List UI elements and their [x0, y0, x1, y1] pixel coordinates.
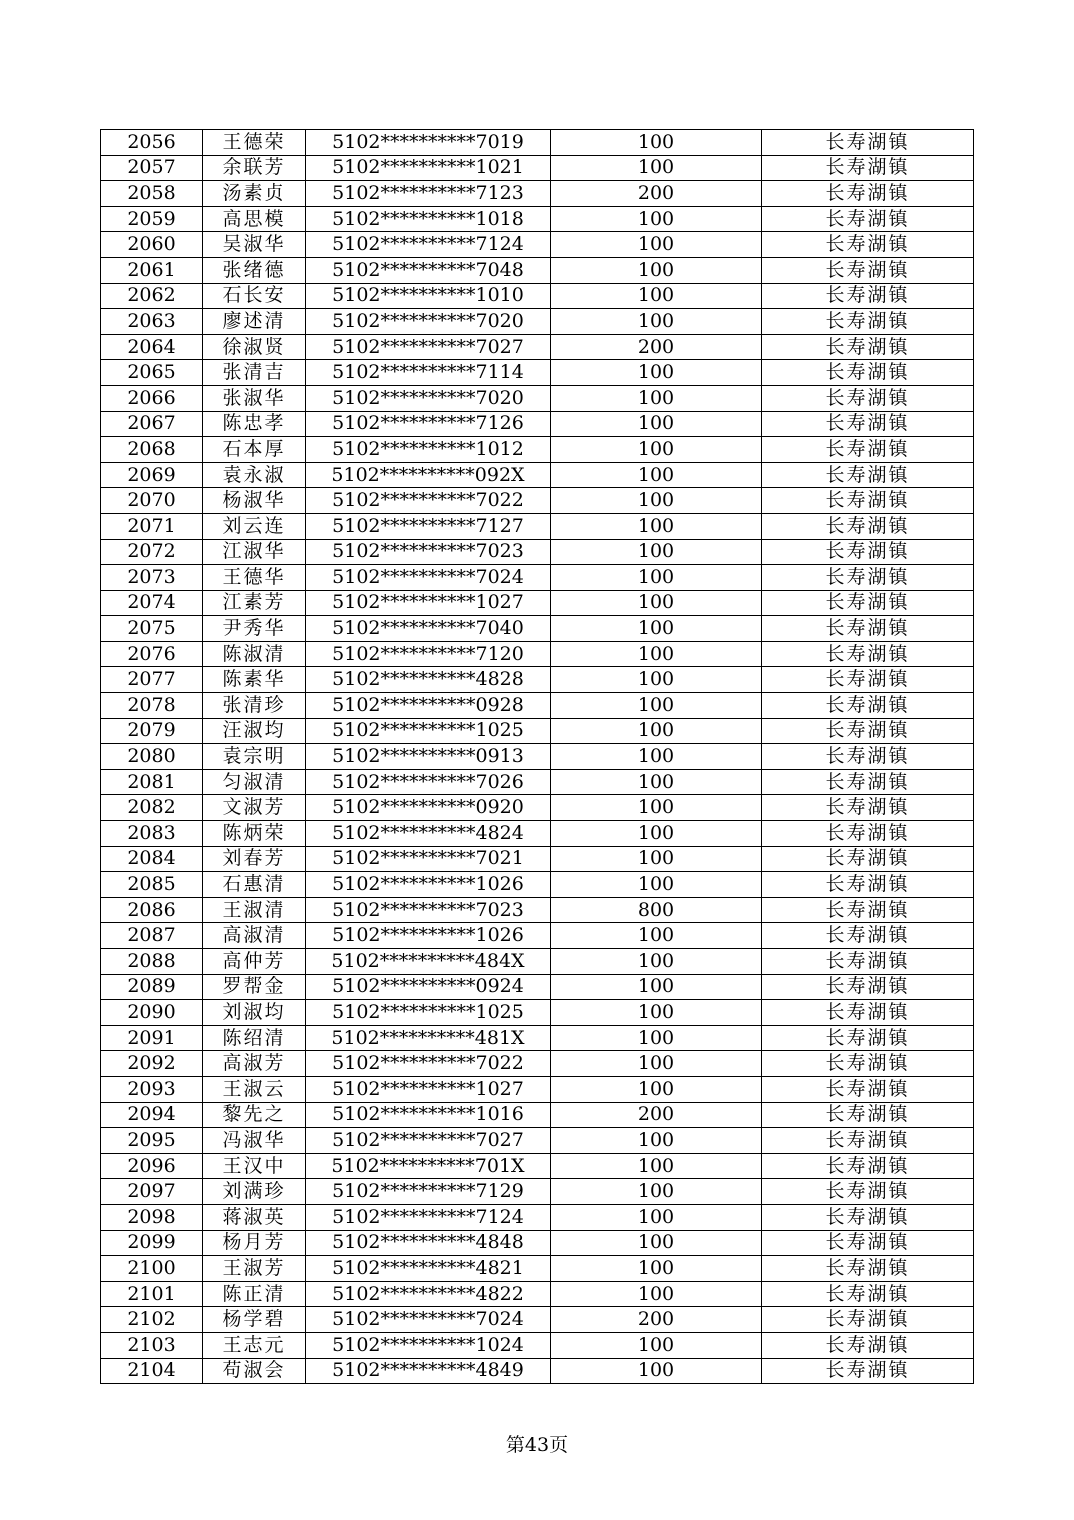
serial-number-cell: 2079	[101, 718, 203, 744]
name-cell: 王淑云	[203, 1076, 306, 1102]
amount-cell: 100	[551, 590, 762, 616]
name-cell: 张淑华	[203, 385, 306, 411]
id-number-cell: 5102**********1027	[306, 1076, 551, 1102]
town-cell: 长寿湖镇	[762, 897, 974, 923]
name-cell: 罗帮金	[203, 974, 306, 1000]
amount-cell: 200	[551, 1307, 762, 1333]
amount-cell: 100	[551, 1256, 762, 1282]
serial-number-cell: 2073	[101, 565, 203, 591]
serial-number-cell: 2075	[101, 616, 203, 642]
table-row	[101, 1051, 974, 1077]
name-cell: 刘淑均	[203, 1000, 306, 1026]
table-row	[101, 744, 974, 770]
table-row	[101, 1179, 974, 1205]
serial-number-cell: 2057	[101, 155, 203, 181]
id-number-cell: 5102**********7124	[306, 1204, 551, 1230]
serial-number-cell: 2099	[101, 1230, 203, 1256]
table-row	[101, 232, 974, 258]
serial-number-cell: 2084	[101, 846, 203, 872]
table-row	[101, 795, 974, 821]
serial-number-cell: 2088	[101, 949, 203, 975]
amount-cell: 100	[551, 257, 762, 283]
id-number-cell: 5102**********7124	[306, 232, 551, 258]
name-cell: 杨淑华	[203, 488, 306, 514]
amount-cell: 100	[551, 949, 762, 975]
amount-cell: 100	[551, 641, 762, 667]
town-cell: 长寿湖镇	[762, 641, 974, 667]
amount-cell: 100	[551, 360, 762, 386]
table-row	[101, 488, 974, 514]
serial-number-cell: 2059	[101, 206, 203, 232]
town-cell: 长寿湖镇	[762, 1179, 974, 1205]
table-row	[101, 155, 974, 181]
serial-number-cell: 2096	[101, 1153, 203, 1179]
table-row	[101, 590, 974, 616]
id-number-cell: 5102**********7027	[306, 1128, 551, 1154]
name-cell: 徐淑贤	[203, 334, 306, 360]
name-cell: 余联芳	[203, 155, 306, 181]
town-cell: 长寿湖镇	[762, 181, 974, 207]
town-cell: 长寿湖镇	[762, 718, 974, 744]
name-cell: 陈正清	[203, 1281, 306, 1307]
serial-number-cell: 2083	[101, 821, 203, 847]
town-cell: 长寿湖镇	[762, 1000, 974, 1026]
serial-number-cell: 2078	[101, 693, 203, 719]
town-cell: 长寿湖镇	[762, 283, 974, 309]
amount-cell: 100	[551, 206, 762, 232]
name-cell: 刘云连	[203, 513, 306, 539]
amount-cell: 100	[551, 232, 762, 258]
serial-number-cell: 2102	[101, 1307, 203, 1333]
table-row	[101, 283, 974, 309]
town-cell: 长寿湖镇	[762, 1153, 974, 1179]
town-cell: 长寿湖镇	[762, 1128, 974, 1154]
name-cell: 汪淑均	[203, 718, 306, 744]
id-number-cell: 5102**********0913	[306, 744, 551, 770]
id-number-cell: 5102**********7024	[306, 565, 551, 591]
amount-cell: 100	[551, 744, 762, 770]
town-cell: 长寿湖镇	[762, 309, 974, 335]
name-cell: 匀淑清	[203, 769, 306, 795]
amount-cell: 100	[551, 1025, 762, 1051]
serial-number-cell: 2094	[101, 1102, 203, 1128]
amount-cell: 100	[551, 539, 762, 565]
serial-number-cell: 2070	[101, 488, 203, 514]
id-number-cell: 5102**********1016	[306, 1102, 551, 1128]
town-cell: 长寿湖镇	[762, 1332, 974, 1358]
table-row	[101, 309, 974, 335]
table-row	[101, 897, 974, 923]
serial-number-cell: 2089	[101, 974, 203, 1000]
amount-cell: 100	[551, 565, 762, 591]
amount-cell: 100	[551, 411, 762, 437]
name-cell: 石长安	[203, 283, 306, 309]
amount-cell: 100	[551, 872, 762, 898]
table-row	[101, 539, 974, 565]
name-cell: 汤素贞	[203, 181, 306, 207]
id-number-cell: 5102**********7022	[306, 1051, 551, 1077]
serial-number-cell: 2098	[101, 1204, 203, 1230]
town-cell: 长寿湖镇	[762, 667, 974, 693]
table-row	[101, 1358, 974, 1384]
town-cell: 长寿湖镇	[762, 821, 974, 847]
id-number-cell: 5102**********1026	[306, 923, 551, 949]
id-number-cell: 5102**********7129	[306, 1179, 551, 1205]
id-number-cell: 5102**********7026	[306, 769, 551, 795]
name-cell: 袁宗明	[203, 744, 306, 770]
amount-cell: 100	[551, 155, 762, 181]
id-number-cell: 5102**********4828	[306, 667, 551, 693]
serial-number-cell: 2082	[101, 795, 203, 821]
serial-number-cell: 2066	[101, 385, 203, 411]
serial-number-cell: 2071	[101, 513, 203, 539]
serial-number-cell: 2095	[101, 1128, 203, 1154]
amount-cell: 100	[551, 821, 762, 847]
table-row	[101, 1332, 974, 1358]
serial-number-cell: 2092	[101, 1051, 203, 1077]
town-cell: 长寿湖镇	[762, 974, 974, 1000]
id-number-cell: 5102**********1024	[306, 1332, 551, 1358]
serial-number-cell: 2074	[101, 590, 203, 616]
town-cell: 长寿湖镇	[762, 232, 974, 258]
amount-cell: 100	[551, 795, 762, 821]
town-cell: 长寿湖镇	[762, 385, 974, 411]
amount-cell: 100	[551, 1204, 762, 1230]
town-cell: 长寿湖镇	[762, 130, 974, 156]
serial-number-cell: 2104	[101, 1358, 203, 1384]
serial-number-cell: 2063	[101, 309, 203, 335]
name-cell: 高淑芳	[203, 1051, 306, 1077]
id-number-cell: 5102**********7020	[306, 309, 551, 335]
id-number-cell: 5102**********4849	[306, 1358, 551, 1384]
serial-number-cell: 2080	[101, 744, 203, 770]
name-cell: 张清珍	[203, 693, 306, 719]
id-number-cell: 5102**********1021	[306, 155, 551, 181]
id-number-cell: 5102**********0920	[306, 795, 551, 821]
id-number-cell: 5102**********4821	[306, 1256, 551, 1282]
name-cell: 廖述清	[203, 309, 306, 335]
amount-cell: 100	[551, 1179, 762, 1205]
amount-cell: 100	[551, 769, 762, 795]
town-cell: 长寿湖镇	[762, 693, 974, 719]
id-number-cell: 5102**********4848	[306, 1230, 551, 1256]
id-number-cell: 5102**********7021	[306, 846, 551, 872]
name-cell: 高思模	[203, 206, 306, 232]
name-cell: 石本厚	[203, 437, 306, 463]
name-cell: 陈绍清	[203, 1025, 306, 1051]
amount-cell: 100	[551, 462, 762, 488]
serial-number-cell: 2097	[101, 1179, 203, 1205]
amount-cell: 200	[551, 334, 762, 360]
table-row	[101, 437, 974, 463]
town-cell: 长寿湖镇	[762, 1102, 974, 1128]
table-row	[101, 1076, 974, 1102]
table-row	[101, 718, 974, 744]
amount-cell: 100	[551, 1358, 762, 1384]
serial-number-cell: 2090	[101, 1000, 203, 1026]
name-cell: 蒋淑英	[203, 1204, 306, 1230]
table-row	[101, 769, 974, 795]
table-row	[101, 1025, 974, 1051]
table-row	[101, 565, 974, 591]
name-cell: 王德华	[203, 565, 306, 591]
amount-cell: 100	[551, 974, 762, 1000]
name-cell: 文淑芳	[203, 795, 306, 821]
serial-number-cell: 2093	[101, 1076, 203, 1102]
table-row	[101, 872, 974, 898]
serial-number-cell: 2086	[101, 897, 203, 923]
table-row	[101, 1204, 974, 1230]
serial-number-cell: 2072	[101, 539, 203, 565]
id-number-cell: 5102**********7023	[306, 897, 551, 923]
table-row	[101, 1230, 974, 1256]
amount-cell: 100	[551, 1000, 762, 1026]
town-cell: 长寿湖镇	[762, 411, 974, 437]
id-number-cell: 5102**********7120	[306, 641, 551, 667]
name-cell: 冯淑华	[203, 1128, 306, 1154]
name-cell: 张绪德	[203, 257, 306, 283]
name-cell: 江素芳	[203, 590, 306, 616]
id-number-cell: 5102**********0924	[306, 974, 551, 1000]
table-row	[101, 334, 974, 360]
id-number-cell: 5102**********7048	[306, 257, 551, 283]
table-row	[101, 130, 974, 156]
table-row	[101, 821, 974, 847]
amount-cell: 100	[551, 718, 762, 744]
serial-number-cell: 2061	[101, 257, 203, 283]
amount-cell: 100	[551, 488, 762, 514]
table-row	[101, 923, 974, 949]
id-number-cell: 5102**********7020	[306, 385, 551, 411]
name-cell: 王志元	[203, 1332, 306, 1358]
name-cell: 王淑芳	[203, 1256, 306, 1282]
amount-cell: 100	[551, 309, 762, 335]
name-cell: 苟淑会	[203, 1358, 306, 1384]
serial-number-cell: 2068	[101, 437, 203, 463]
name-cell: 袁永淑	[203, 462, 306, 488]
table-row	[101, 257, 974, 283]
town-cell: 长寿湖镇	[762, 923, 974, 949]
name-cell: 陈淑清	[203, 641, 306, 667]
id-number-cell: 5102**********1025	[306, 1000, 551, 1026]
town-cell: 长寿湖镇	[762, 1256, 974, 1282]
table-row	[101, 667, 974, 693]
town-cell: 长寿湖镇	[762, 1358, 974, 1384]
amount-cell: 800	[551, 897, 762, 923]
table-row	[101, 206, 974, 232]
amount-cell: 100	[551, 1076, 762, 1102]
amount-cell: 200	[551, 181, 762, 207]
town-cell: 长寿湖镇	[762, 360, 974, 386]
amount-cell: 100	[551, 385, 762, 411]
id-number-cell: 5102**********092X	[306, 462, 551, 488]
amount-cell: 100	[551, 1051, 762, 1077]
id-number-cell: 5102**********7024	[306, 1307, 551, 1333]
serial-number-cell: 2085	[101, 872, 203, 898]
name-cell: 陈素华	[203, 667, 306, 693]
serial-number-cell: 2103	[101, 1332, 203, 1358]
table-row	[101, 360, 974, 386]
town-cell: 长寿湖镇	[762, 155, 974, 181]
amount-cell: 100	[551, 693, 762, 719]
town-cell: 长寿湖镇	[762, 744, 974, 770]
amount-cell: 100	[551, 1230, 762, 1256]
table-row	[101, 974, 974, 1000]
name-cell: 王汉中	[203, 1153, 306, 1179]
id-number-cell: 5102**********481X	[306, 1025, 551, 1051]
town-cell: 长寿湖镇	[762, 488, 974, 514]
id-number-cell: 5102**********7126	[306, 411, 551, 437]
table-row	[101, 1256, 974, 1282]
name-cell: 尹秀华	[203, 616, 306, 642]
table-row	[101, 1102, 974, 1128]
town-cell: 长寿湖镇	[762, 872, 974, 898]
table-row	[101, 385, 974, 411]
recipient-table-body	[101, 130, 974, 1384]
name-cell: 江淑华	[203, 539, 306, 565]
name-cell: 陈炳荣	[203, 821, 306, 847]
serial-number-cell: 2100	[101, 1256, 203, 1282]
table-row	[101, 181, 974, 207]
serial-number-cell: 2062	[101, 283, 203, 309]
serial-number-cell: 2069	[101, 462, 203, 488]
table-row	[101, 1281, 974, 1307]
id-number-cell: 5102**********484X	[306, 949, 551, 975]
table-row	[101, 949, 974, 975]
town-cell: 长寿湖镇	[762, 1307, 974, 1333]
table-row	[101, 693, 974, 719]
id-number-cell: 5102**********1012	[306, 437, 551, 463]
name-cell: 刘春芳	[203, 846, 306, 872]
table-row	[101, 1307, 974, 1333]
serial-number-cell: 2064	[101, 334, 203, 360]
id-number-cell: 5102**********7114	[306, 360, 551, 386]
table-row	[101, 846, 974, 872]
town-cell: 长寿湖镇	[762, 1025, 974, 1051]
town-cell: 长寿湖镇	[762, 1230, 974, 1256]
name-cell: 黎先之	[203, 1102, 306, 1128]
town-cell: 长寿湖镇	[762, 1076, 974, 1102]
name-cell: 刘满珍	[203, 1179, 306, 1205]
town-cell: 长寿湖镇	[762, 437, 974, 463]
id-number-cell: 5102**********701X	[306, 1153, 551, 1179]
amount-cell: 200	[551, 1102, 762, 1128]
id-number-cell: 5102**********7127	[306, 513, 551, 539]
name-cell: 陈忠孝	[203, 411, 306, 437]
name-cell: 高淑清	[203, 923, 306, 949]
id-number-cell: 5102**********7019	[306, 130, 551, 156]
serial-number-cell: 2056	[101, 130, 203, 156]
town-cell: 长寿湖镇	[762, 1281, 974, 1307]
town-cell: 长寿湖镇	[762, 590, 974, 616]
serial-number-cell: 2058	[101, 181, 203, 207]
town-cell: 长寿湖镇	[762, 846, 974, 872]
town-cell: 长寿湖镇	[762, 257, 974, 283]
serial-number-cell: 2067	[101, 411, 203, 437]
id-number-cell: 5102**********4822	[306, 1281, 551, 1307]
town-cell: 长寿湖镇	[762, 1051, 974, 1077]
id-number-cell: 5102**********7023	[306, 539, 551, 565]
id-number-cell: 5102**********1010	[306, 283, 551, 309]
town-cell: 长寿湖镇	[762, 949, 974, 975]
name-cell: 王德荣	[203, 130, 306, 156]
id-number-cell: 5102**********1027	[306, 590, 551, 616]
name-cell: 高仲芳	[203, 949, 306, 975]
amount-cell: 100	[551, 1128, 762, 1154]
name-cell: 杨学碧	[203, 1307, 306, 1333]
id-number-cell: 5102**********7123	[306, 181, 551, 207]
town-cell: 长寿湖镇	[762, 513, 974, 539]
id-number-cell: 5102**********1025	[306, 718, 551, 744]
serial-number-cell: 2077	[101, 667, 203, 693]
town-cell: 长寿湖镇	[762, 795, 974, 821]
page-number: 第43页	[505, 1434, 569, 1456]
amount-cell: 100	[551, 513, 762, 539]
serial-number-cell: 2060	[101, 232, 203, 258]
serial-number-cell: 2065	[101, 360, 203, 386]
name-cell: 张清吉	[203, 360, 306, 386]
id-number-cell: 5102**********1018	[306, 206, 551, 232]
amount-cell: 100	[551, 846, 762, 872]
id-number-cell: 5102**********1026	[306, 872, 551, 898]
serial-number-cell: 2091	[101, 1025, 203, 1051]
town-cell: 长寿湖镇	[762, 1204, 974, 1230]
id-number-cell: 5102**********7022	[306, 488, 551, 514]
serial-number-cell: 2101	[101, 1281, 203, 1307]
table-row	[101, 1153, 974, 1179]
id-number-cell: 5102**********7040	[306, 616, 551, 642]
town-cell: 长寿湖镇	[762, 616, 974, 642]
town-cell: 长寿湖镇	[762, 462, 974, 488]
amount-cell: 100	[551, 437, 762, 463]
town-cell: 长寿湖镇	[762, 565, 974, 591]
table-row	[101, 462, 974, 488]
town-cell: 长寿湖镇	[762, 206, 974, 232]
id-number-cell: 5102**********7027	[306, 334, 551, 360]
table-row	[101, 641, 974, 667]
amount-cell: 100	[551, 1332, 762, 1358]
town-cell: 长寿湖镇	[762, 769, 974, 795]
amount-cell: 100	[551, 1153, 762, 1179]
amount-cell: 100	[551, 283, 762, 309]
amount-cell: 100	[551, 130, 762, 156]
serial-number-cell: 2076	[101, 641, 203, 667]
serial-number-cell: 2087	[101, 923, 203, 949]
id-number-cell: 5102**********4824	[306, 821, 551, 847]
table-row	[101, 411, 974, 437]
name-cell: 吴淑华	[203, 232, 306, 258]
amount-cell: 100	[551, 616, 762, 642]
serial-number-cell: 2081	[101, 769, 203, 795]
table-row	[101, 513, 974, 539]
name-cell: 杨月芳	[203, 1230, 306, 1256]
town-cell: 长寿湖镇	[762, 539, 974, 565]
amount-cell: 100	[551, 1281, 762, 1307]
table-row	[101, 1128, 974, 1154]
amount-cell: 100	[551, 923, 762, 949]
name-cell: 王淑清	[203, 897, 306, 923]
town-cell: 长寿湖镇	[762, 334, 974, 360]
id-number-cell: 5102**********0928	[306, 693, 551, 719]
recipient-table	[100, 129, 974, 1384]
table-row	[101, 1000, 974, 1026]
table-row	[101, 616, 974, 642]
amount-cell: 100	[551, 667, 762, 693]
name-cell: 石惠清	[203, 872, 306, 898]
